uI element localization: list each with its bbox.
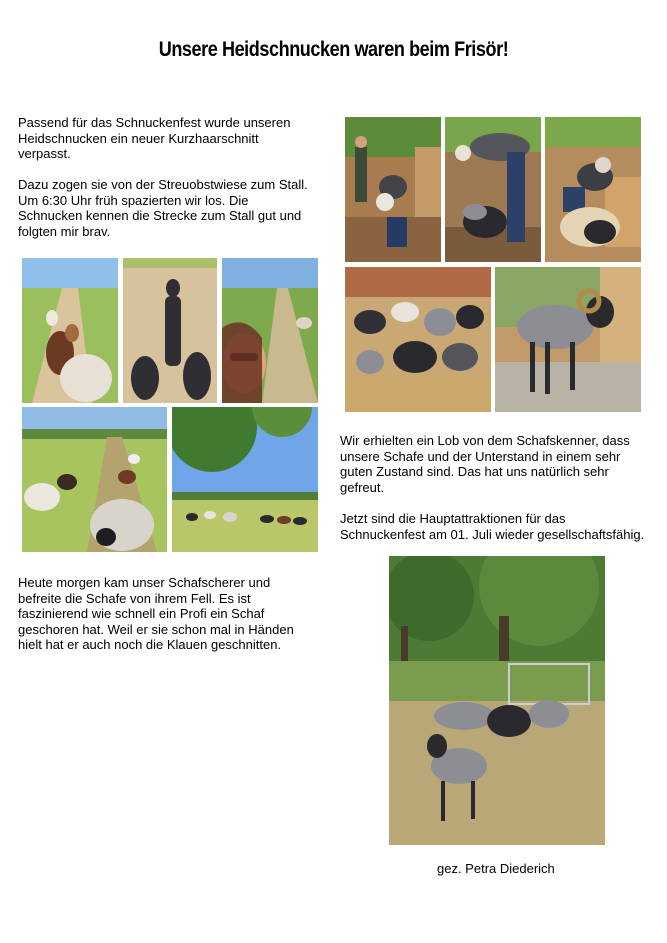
photo-walk-meadow-trees [172, 407, 318, 552]
photo-shearing-bent-over [445, 117, 541, 262]
page-title: Unsere Heidschnucken waren beim Frisör! [158, 38, 509, 61]
photo-shearing-man-wait [345, 117, 441, 262]
photo-sheep-orchard [389, 556, 605, 845]
intro-paragraph: Passend für das Schnuckenfest wurde unseren Heidschnucken ein neuer Kurzhaarschnitt verpasst. [18, 115, 291, 162]
photo-horned-ram [495, 267, 641, 412]
photo-walk-path-sheep [22, 258, 118, 403]
photo-sheep-in-stall [345, 267, 491, 412]
photo-walk-shadows [123, 258, 217, 403]
attraction-paragraph: Jetzt sind die Hauptattraktionen für das Schnuckenfest am 01. Juli wieder gesellschaftsfähig. [340, 511, 645, 542]
shearer-paragraph: Heute morgen kam unser Schafscherer und befreite die Schafe von ihrem Fell. Es ist faszinierend wie schnell ein Profi ein Schaf geschoren hat. Weil er sie schon mal in Händen hielt hat er auch noch die Klauen geschnitten. [18, 575, 294, 653]
signature: gez. Petra Diederich [437, 861, 555, 876]
photo-walk-field-sheep [22, 407, 167, 552]
photo-shearing-fleece [545, 117, 641, 262]
praise-paragraph: Wir erhielten ein Lob von dem Schafskenner, dass unsere Schafe und der Unterstand in einem sehr guten Zustand sind. Das hat uns natürlich sehr gefreut. [340, 433, 630, 495]
photo-walk-selfie [222, 258, 318, 403]
walk-paragraph: Dazu zogen sie von der Streuobstwiese zum Stall. Um 6:30 Uhr früh spazierten wir los. Die Schnucken kennen die Strecke zum Stall gut und folgten mir brav. [18, 177, 308, 239]
